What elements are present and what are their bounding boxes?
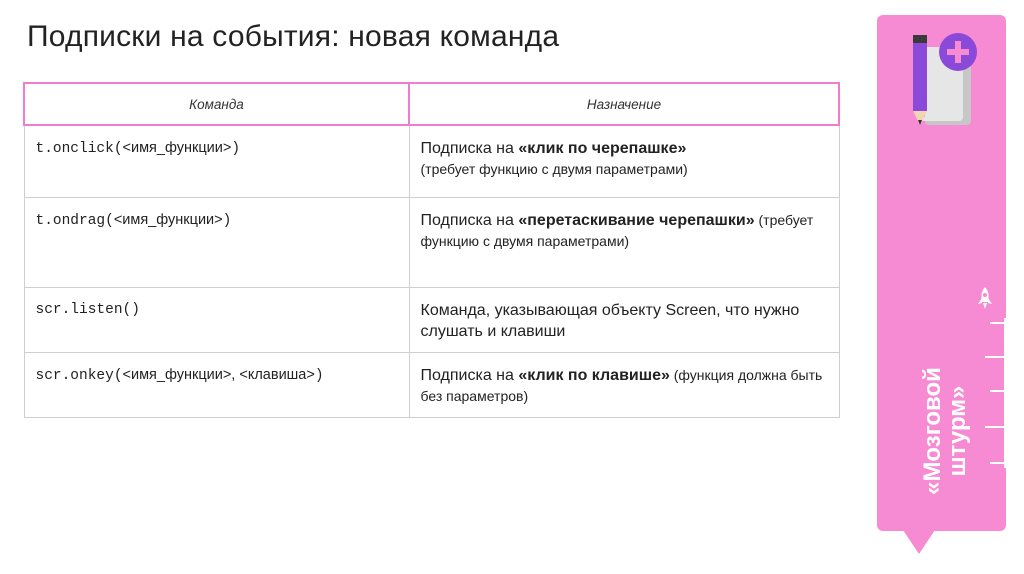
- table-row: [24, 352, 839, 417]
- command-cell: [24, 197, 409, 287]
- purpose-cell: [409, 352, 839, 417]
- ruler-tick: [990, 390, 1006, 392]
- purpose-highlight: «клик по клавише»: [518, 366, 670, 384]
- ruler-tick: [985, 426, 1006, 428]
- brainstorm-label-line2: штурм»: [944, 385, 971, 477]
- ruler-tick: [985, 356, 1006, 358]
- command-code: t.ondrag(: [35, 212, 114, 229]
- command-cell: [24, 287, 409, 352]
- command-argument: <имя_функции>, <клавиша>: [122, 366, 315, 383]
- purpose-cell: [409, 197, 839, 287]
- purpose-text: Подписка на: [420, 140, 519, 157]
- brainstorm-label-line1: «Мозговой: [919, 367, 946, 495]
- table-row: [24, 197, 839, 287]
- command-cell: [24, 125, 409, 197]
- purpose-highlight: «перетаскивание черепашки»: [518, 211, 755, 229]
- purpose-text: Команда, указывающая объекту Screen, что нужно слушать и клавиши: [420, 301, 800, 340]
- ruler-line: [1004, 318, 1006, 468]
- commands-table: [23, 82, 840, 418]
- ruler-tick: [990, 462, 1006, 464]
- ruler-tick: [990, 322, 1006, 324]
- column-header-purpose: Назначение: [409, 83, 839, 125]
- purpose-text: Подписка на: [420, 366, 519, 384]
- brainstorm-label: [920, 321, 970, 541]
- command-argument: <имя_функции>: [113, 211, 223, 228]
- purpose-cell: [409, 125, 839, 197]
- purpose-note: (функция должна быть без параметров): [420, 366, 823, 404]
- command-code-end: ): [231, 141, 241, 157]
- rocket-icon: [976, 286, 994, 310]
- page-title: Подписки на события: новая команда: [27, 20, 560, 53]
- command-code: scr.onkey(: [35, 367, 123, 384]
- purpose-note: (требует функцию с двумя параметрами): [420, 211, 814, 249]
- book-pencil-icon: [903, 31, 977, 129]
- purpose-highlight: «клик по черепашке»: [518, 140, 687, 157]
- command-code: t.onclick(: [35, 141, 123, 157]
- table-row: [24, 125, 839, 197]
- column-header-command: Команда: [24, 83, 409, 125]
- purpose-note: (требует функцию с двумя параметрами): [420, 161, 688, 177]
- command-code-end: ): [222, 212, 232, 229]
- command-code-end: ): [314, 367, 324, 384]
- purpose-text: Подписка на: [420, 211, 519, 229]
- table-row: [24, 287, 839, 352]
- purpose-cell: [409, 287, 839, 352]
- command-code: scr.listen(): [35, 301, 140, 318]
- command-cell: [24, 352, 409, 417]
- command-argument: <имя_функции>: [122, 140, 232, 156]
- table-header-row: [24, 83, 839, 125]
